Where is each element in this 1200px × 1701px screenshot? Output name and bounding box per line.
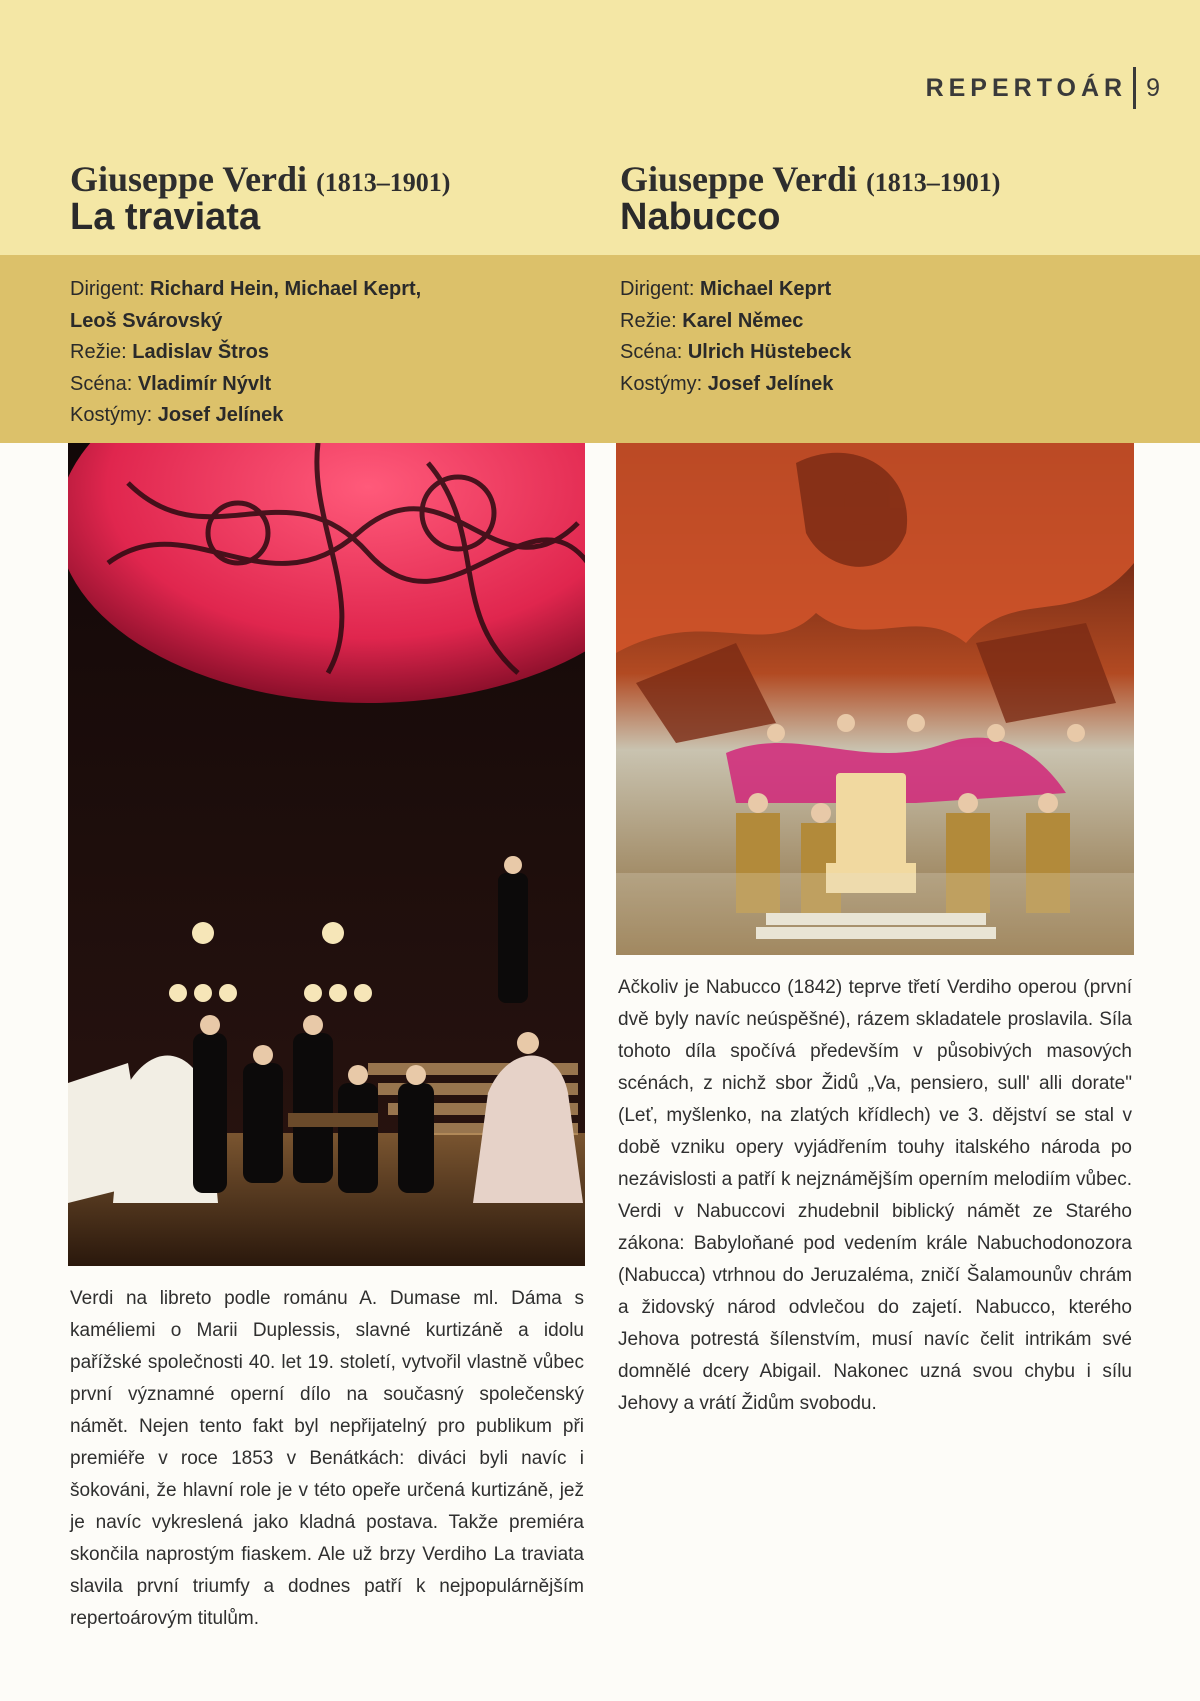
composer-heading bbox=[70, 158, 450, 200]
traviata-stage-photo bbox=[68, 443, 585, 1266]
credit-value: Josef Jelínek bbox=[157, 404, 284, 426]
credit-line bbox=[70, 400, 421, 432]
traviata-description: Verdi na libreto podle románu A. Dumase ml. Dáma s kaméliemi o Marii Duplessis, slavné kurtizáně a idolu pařížské společnosti 40. let 19. století, vytvořil vlastně vůbec první významné operní dílo na současný společenský námět. Nejen tento fakt byl nepřijatelný pro publikum při premiéře v roce 1853 v Benátkách: diváci byli navíc i šokováni, že hlavní role je v této opeře určená kurtizáně, jež je navíc vykreslená jako kladná postava. Takže premiéra skončila naprostým fiaskem. Ale už brzy Verdiho La traviata slavila první triumfy a dodnes patří k nejpopulárnějším repertoárovým titulům. bbox=[70, 1288, 584, 1629]
credit-label: Scéna: bbox=[70, 372, 138, 395]
nabucco-stage-photo bbox=[616, 443, 1134, 955]
credit-label: Režie: bbox=[620, 309, 683, 332]
opera-title: La traviata bbox=[70, 196, 261, 238]
credit-value: Ulrich Hüstebeck bbox=[687, 341, 852, 363]
credit-value: Michael Keprt bbox=[700, 278, 832, 300]
credit-line bbox=[620, 274, 851, 306]
credit-value: Richard Hein, Michael Keprt, bbox=[150, 278, 422, 300]
credit-label: Dirigent: bbox=[620, 278, 701, 300]
stage-photo-icon bbox=[616, 443, 1134, 955]
credits-list bbox=[620, 274, 851, 400]
credit-line bbox=[620, 337, 851, 369]
composer-name: Giuseppe Verdi bbox=[70, 159, 308, 199]
credit-line bbox=[70, 337, 421, 369]
nabucco-description: Ačkoliv je Nabucco (1842) teprve třetí Verdiho operou (první dvě byly navíc neúspěšné), rázem skladatele proslavila. Síla tohoto díla spočívá především v působivých masových scénách, z nichž sbor Židů „Va, pensiero, sull' alli dorate" (Leť, myšlenko, na zlatých křídlech) ve 3. dějství se stal v době vzniku opery vyjádřením touhy italského národa po nezávislosti a patří k nejznámějším operním melodiím vůbec. Verdi v Nabuccovi zhudebnil biblický námět ze Starého zákona: Babyloňané pod vedením krále Nabuchodonozora (Nabucca) vtrhnou do Jeruzaléma, zničí Šalamounův chrám a židovský národ odvlečou do zajetí. Nabucco, kterého Jehova potrestá šílenstvím, musí navíc čelit intrikám své domnělé dcery Abigail. Nakonec uzná svou chybu i sílu Jehovy a vrátí Židům svobodu. bbox=[618, 977, 1132, 1414]
credit-label: Kostýmy: bbox=[620, 372, 708, 395]
credit-line bbox=[620, 306, 851, 338]
credit-line bbox=[620, 369, 851, 401]
composer-name: Giuseppe Verdi bbox=[620, 159, 858, 199]
credit-value: Ladislav Štros bbox=[132, 341, 269, 363]
page-header bbox=[926, 68, 1160, 108]
header-divider bbox=[1133, 67, 1136, 109]
credit-value: Leoš Svárovský bbox=[70, 309, 223, 332]
credit-value: Josef Jelínek bbox=[707, 372, 834, 395]
composer-heading bbox=[620, 158, 1000, 200]
credit-line bbox=[70, 274, 421, 306]
credit-label: Režie: bbox=[70, 341, 133, 363]
credit-label: Dirigent: bbox=[70, 278, 151, 300]
composer-dates: (1813–1901) bbox=[316, 168, 451, 197]
credit-label: Kostýmy: bbox=[70, 404, 158, 426]
credit-line bbox=[70, 369, 421, 401]
composer-dates: (1813–1901) bbox=[866, 168, 1001, 197]
credit-line bbox=[70, 306, 421, 338]
page-number: 9 bbox=[1146, 73, 1160, 102]
opera-title: Nabucco bbox=[620, 196, 781, 238]
section-label: REPERTOÁR bbox=[925, 73, 1128, 102]
credit-label: Scéna: bbox=[620, 341, 688, 363]
stage-photo-icon bbox=[68, 443, 585, 1266]
credit-value: Vladimír Nývlt bbox=[137, 372, 272, 395]
credit-value: Karel Němec bbox=[682, 309, 804, 332]
credits-list bbox=[70, 274, 421, 432]
